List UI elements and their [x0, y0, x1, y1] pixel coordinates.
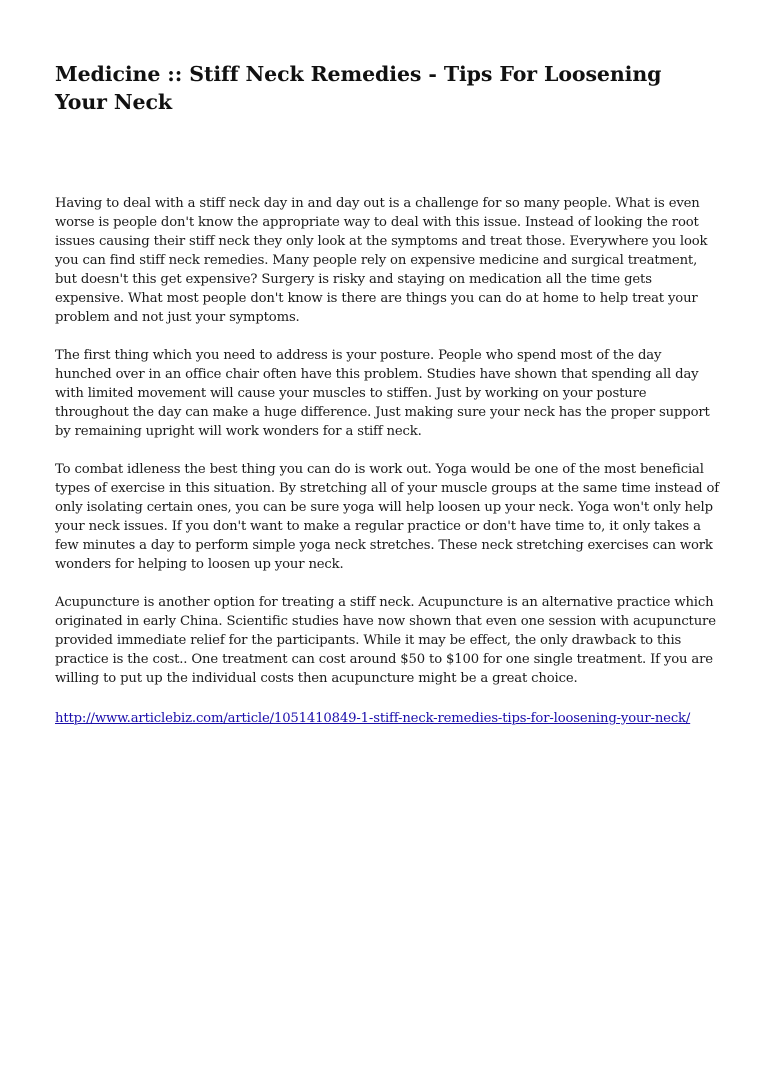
article-body: [55, 194, 720, 728]
document-page: [55, 60, 720, 728]
paragraph-exercise: To combat idleness the best thing you can do is work out. Yoga would be one of the most beneficial types of exercise in this situation. By stretching all of your muscle groups at the same time instead of only isolating certain ones, you can be sure yoga will help loosen up your neck. Yoga won't only help your neck issues. If you don't want to make a regular practice or don't have time to, it only takes a few minutes a day to perform simple yoga neck stretches. These neck stretching exercises can work wonders for helping to loosen up your neck.: [55, 462, 719, 572]
paragraph-posture: The first thing which you need to address is your posture. People who spend most of the day hunched over in an office chair often have this problem. Studies have shown that spending all day with limited movement will cause your muscles to stiffen. Just by working on your posture throughout the day can make a huge difference. Just making sure your neck has the proper support by remaining upright will work wonders for a stiff neck.: [55, 348, 710, 439]
paragraph-intro: Having to deal with a stiff neck day in and day out is a challenge for so many people. What is even worse is people don't know the appropriate way to deal with this issue. Instead of looking the root issues causing their stiff neck they only look at the symptoms and treat those. Everywhere you look you can find stiff neck remedies. Many people rely on expensive medicine and surgical treatment, but doesn't this get expensive? Surgery is risky and staying on medication all the time gets expensive. What most people don't know is there are things you can do at home to help treat your problem and not just your symptoms.: [55, 196, 708, 325]
paragraph-acupuncture: Acupuncture is another option for treating a stiff neck. Acupuncture is an alternative practice which originated in early China. Scientific studies have now shown that even one session with acupuncture provided immediate relief for the participants. While it may be effect, the only drawback to this practice is the cost.. One treatment can cost around $50 to $100 for one single treatment. If you are willing to put up the individual costs then acupuncture might be a great choice.: [55, 595, 716, 686]
source-link[interactable]: http://www.articlebiz.com/article/1051410849-1-stiff-neck-remedies-tips-for-loosening-your-neck/: [55, 711, 691, 726]
page-title: Medicine :: Stiff Neck Remedies - Tips For Loosening Your Neck: [55, 62, 662, 114]
